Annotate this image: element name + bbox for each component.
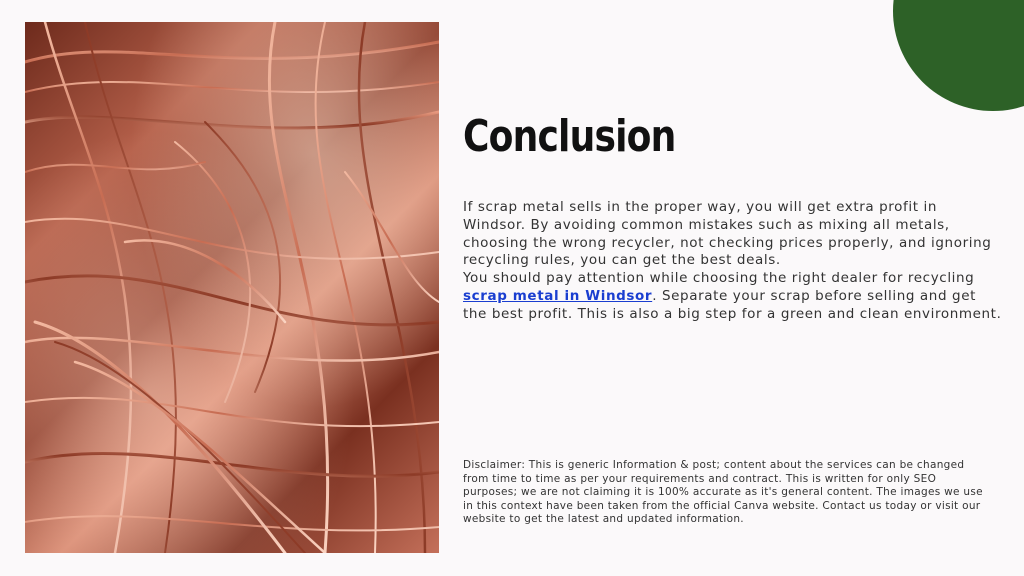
slide-title: Conclusion [463, 111, 676, 162]
paragraph-2-tail: . Separate your scrap before selling and get the best profit. This is also a big step for a green and clean environment. [463, 287, 1002, 322]
conclusion-body [463, 199, 1003, 324]
paragraph-2 [463, 270, 1003, 323]
paragraph-2-lead: You should pay attention while choosing the right dealer for recycling [463, 270, 975, 287]
scrap-metal-windsor-link[interactable]: scrap metal in Windsor [463, 287, 653, 304]
decorative-green-circle [893, 0, 1024, 111]
copper-wire-photo [25, 22, 439, 553]
paragraph-1: If scrap metal sells in the proper way, you will get extra profit in Windsor. By avoiding common mistakes such as mixing all metals, choosing the wrong recycler, not checking prices properly, and ignoring recycling rules, you can get the best deals. [463, 199, 992, 269]
disclaimer-text: Disclaimer: This is generic Information & post; content about the services can be changed from time to time as per your requirements and contract. This is written for only SEO purposes; we are not claiming it is 100% accurate as it's general content. The images we use in this context have been taken from the official Canva website. Contact us today or visit our website to get the latest and updated information. [463, 459, 983, 526]
copper-wire-illustration [25, 22, 439, 553]
